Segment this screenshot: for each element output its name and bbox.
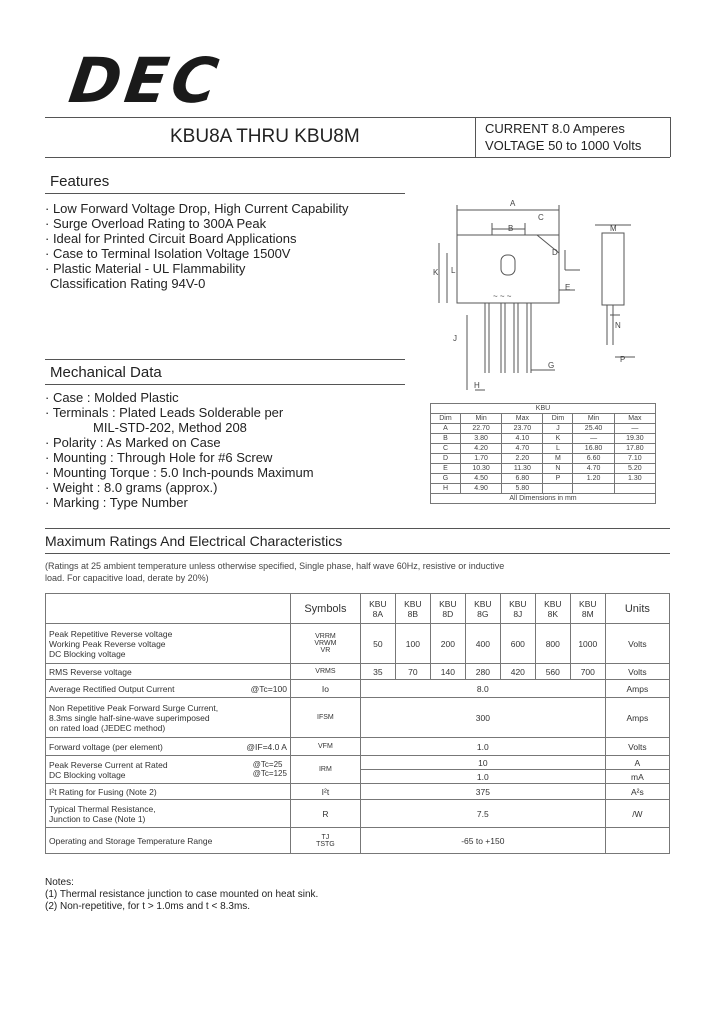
cell: on rated load (JEDEC method) <box>49 722 166 733</box>
dim-label-h: H <box>474 381 480 390</box>
table-row <box>46 698 670 738</box>
cell: 22.70 <box>460 424 501 434</box>
cell: 8M <box>581 608 594 619</box>
cell <box>46 756 291 784</box>
cell: VR <box>320 647 331 654</box>
ratings-top-rule <box>45 528 670 529</box>
dim-label-n: N <box>615 321 621 330</box>
cell: A <box>605 756 669 770</box>
cell <box>46 738 291 756</box>
cell: 16.80 <box>573 444 614 454</box>
part-col-8a <box>360 594 395 624</box>
cell <box>46 594 291 624</box>
cell: C <box>431 444 461 454</box>
dim-label-c: C <box>538 213 544 222</box>
cell: 8A <box>372 608 384 619</box>
cell: I²t Rating for Fusing (Note 2) <box>46 784 291 800</box>
cell: 19.30 <box>614 434 655 444</box>
cell: KBU <box>544 598 562 609</box>
cell <box>46 698 291 738</box>
cell: @Tc=25 <box>252 759 283 769</box>
part-col-8k <box>535 594 570 624</box>
features-rule <box>45 193 405 194</box>
cell: DC Blocking voltage <box>49 648 126 659</box>
cell: Amps <box>605 680 669 698</box>
notes-title: Notes: <box>45 877 74 888</box>
cell: — <box>573 434 614 444</box>
cell: Average Rectified Output Current <box>49 683 175 694</box>
ratings-header-row <box>46 594 670 624</box>
cell: VRRM <box>315 633 336 640</box>
cell: Volts <box>605 738 669 756</box>
cell: 4.20 <box>460 444 501 454</box>
dim-label-m: M <box>610 224 617 233</box>
cell: I²t <box>290 784 360 800</box>
dim-table-footer: All Dimensions in mm <box>431 494 656 504</box>
cell: IRM <box>290 756 360 784</box>
package-outline-drawing <box>425 195 665 400</box>
mechanical-item: · Case : Molded Plastic <box>45 390 179 405</box>
cell <box>46 624 291 664</box>
mechanical-title: Mechanical Data <box>50 364 162 381</box>
dim-row <box>431 444 656 454</box>
cell: 4.70 <box>502 444 543 454</box>
cell: R <box>290 800 360 828</box>
cell: 600 <box>500 624 535 664</box>
cell: L <box>543 444 573 454</box>
cell: 1.20 <box>573 474 614 484</box>
cell: IFSM <box>290 698 360 738</box>
table-row <box>46 828 670 854</box>
cell: 8.0 <box>360 680 605 698</box>
dim-col: Dim <box>431 414 461 424</box>
cell: KBU <box>369 598 387 609</box>
cell: 420 <box>500 664 535 680</box>
cell: 700 <box>570 664 605 680</box>
cell: 800 <box>535 624 570 664</box>
ratings-table <box>45 593 670 854</box>
cell: Typical Thermal Resistance, <box>49 803 156 814</box>
case-marks: ~ ~ ~ <box>493 292 512 301</box>
cell: K <box>543 434 573 444</box>
cell <box>290 828 360 854</box>
cell: 25.40 <box>573 424 614 434</box>
cell: DC Blocking voltage <box>49 769 126 780</box>
cell: TJ <box>321 833 330 841</box>
cell: 400 <box>465 624 500 664</box>
cell: 100 <box>395 624 430 664</box>
cell: 1.0 <box>360 738 605 756</box>
cell: 23.70 <box>502 424 543 434</box>
part-col-8b <box>395 594 430 624</box>
header-top-rule <box>45 117 670 118</box>
cell: 1.30 <box>614 474 655 484</box>
cell: 35 <box>360 664 395 680</box>
cell: A <box>431 424 461 434</box>
cell: 375 <box>360 784 605 800</box>
cell: 10 <box>360 756 605 770</box>
cell: RMS Reverse voltage <box>46 664 291 680</box>
dim-table-header: KBU <box>431 404 656 414</box>
note-1: (1) Thermal resistance junction to case mounted on heat sink. <box>45 889 319 900</box>
cell: Working Peak Reverse voltage <box>49 638 166 649</box>
header-bottom-rule <box>45 157 670 158</box>
cell: B <box>431 434 461 444</box>
cell: 280 <box>465 664 500 680</box>
cell: 1.70 <box>460 454 501 464</box>
cell: Operating and Storage Temperature Range <box>46 828 291 854</box>
cell: 4.50 <box>460 474 501 484</box>
dim-row <box>431 464 656 474</box>
ratings-rule <box>45 553 670 554</box>
part-col-8d <box>430 594 465 624</box>
cell: TSTG <box>316 840 335 848</box>
cell: 1000 <box>570 624 605 664</box>
dim-label-e: E <box>565 283 571 292</box>
ratings-note-2: load. For capacitive load, derate by 20%) <box>45 573 209 583</box>
dim-label-p: P <box>620 355 626 364</box>
cell: Peak Repetitive Reverse voltage <box>49 628 173 639</box>
company-logo: DEC <box>64 44 227 117</box>
dim-label-b: B <box>508 224 514 233</box>
cell: 560 <box>535 664 570 680</box>
cell: 4.90 <box>460 484 501 494</box>
current-rating: CURRENT 8.0 Amperes <box>485 121 625 136</box>
header-divider <box>475 117 476 157</box>
dim-row <box>431 424 656 434</box>
cell: 8.3ms single half-sine-wave superimposed <box>49 712 210 723</box>
dim-label-j: J <box>453 334 457 343</box>
cell: mA <box>605 770 669 784</box>
mechanical-item: · Marking : Type Number <box>45 495 188 510</box>
mechanical-item: · Terminals : Plated Leads Solderable per <box>45 405 284 420</box>
features-title: Features <box>50 173 110 190</box>
cell: KBU <box>474 598 492 609</box>
ratings-note-1: (Ratings at 25 ambient temperature unless otherwise specified, Single phase, half wave 60Hz, resistive or inductive <box>45 561 505 571</box>
cell <box>543 484 573 494</box>
table-row <box>46 738 670 756</box>
ratings-title: Maximum Ratings And Electrical Characteristics <box>45 533 343 549</box>
part-col-8g <box>465 594 500 624</box>
cell: Amps <box>605 698 669 738</box>
part-title: KBU8A THRU KBU8M <box>170 126 360 147</box>
dim-label-g: G <box>548 361 555 370</box>
table-row <box>46 756 670 770</box>
cell: KBU <box>509 598 527 609</box>
table-row <box>46 624 670 664</box>
cell: 10.30 <box>460 464 501 474</box>
cell: 4.70 <box>573 464 614 474</box>
cell: 8J <box>513 608 523 619</box>
feature-item: Classification Rating 94V-0 <box>50 276 206 291</box>
cell: N <box>543 464 573 474</box>
dim-label-k: K <box>433 268 439 277</box>
dim-col: Min <box>460 414 501 424</box>
table-row <box>46 800 670 828</box>
cell: 3.80 <box>460 434 501 444</box>
cell: — <box>614 424 655 434</box>
cell: KBU <box>439 598 457 609</box>
mechanical-rule <box>45 384 405 385</box>
cell: 8D <box>442 608 454 619</box>
cell: @IF=4.0 A <box>246 741 287 752</box>
cell: KBU <box>579 598 597 609</box>
units-header: Units <box>605 594 669 624</box>
cell <box>46 680 291 698</box>
cell: /W <box>605 800 669 828</box>
cell: 7.5 <box>360 800 605 828</box>
cell: Non Repetitive Peak Forward Surge Current, <box>49 702 219 713</box>
feature-item: · Surge Overload Rating to 300A Peak <box>45 216 267 231</box>
table-row <box>46 664 670 680</box>
mechanical-item: · Polarity : As Marked on Case <box>45 435 221 450</box>
header-right-edge <box>670 117 671 157</box>
cell: 6.60 <box>573 454 614 464</box>
cell: Forward voltage (per element) <box>49 741 163 752</box>
dim-col: Max <box>614 414 655 424</box>
cell: G <box>431 474 461 484</box>
dim-row <box>431 484 656 494</box>
cell: 4.10 <box>502 434 543 444</box>
dim-col: Max <box>502 414 543 424</box>
voltage-rating: VOLTAGE 50 to 1000 Volts <box>485 138 642 153</box>
cell: H <box>431 484 461 494</box>
note-2: (2) Non-repetitive, for t > 1.0ms and t < 8.3ms. <box>45 901 251 912</box>
cell: Junction to Case (Note 1) <box>49 813 146 824</box>
cell: 1.0 <box>360 770 605 784</box>
mechanical-item: · Weight : 8.0 grams (approx.) <box>45 480 218 495</box>
part-col-8m <box>570 594 605 624</box>
cell: 7.10 <box>614 454 655 464</box>
cell: E <box>431 464 461 474</box>
dim-label-d: D <box>552 248 558 257</box>
cell <box>573 484 614 494</box>
cell <box>614 484 655 494</box>
cell: KBU <box>404 598 422 609</box>
cell: P <box>543 474 573 484</box>
cell: 8G <box>477 608 489 619</box>
cell: 200 <box>430 624 465 664</box>
part-col-8j <box>500 594 535 624</box>
feature-item: · Ideal for Printed Circuit Board Applications <box>45 231 297 246</box>
cell: 8B <box>407 608 419 619</box>
cell: Io <box>290 680 360 698</box>
cell: VFM <box>290 738 360 756</box>
mechanical-top-rule <box>45 359 405 360</box>
dim-label-a: A <box>510 199 516 208</box>
cell: 8K <box>547 608 558 619</box>
dim-label-l: L <box>451 266 456 275</box>
table-row <box>46 680 670 698</box>
dim-col: Min <box>573 414 614 424</box>
cell: 300 <box>360 698 605 738</box>
cell: -65 to +150 <box>360 828 605 854</box>
cell: M <box>543 454 573 464</box>
mechanical-list <box>45 390 314 510</box>
cell: @Tc=125 <box>252 768 287 778</box>
cell: 5.20 <box>614 464 655 474</box>
features-list <box>45 201 348 291</box>
cell <box>605 828 669 854</box>
table-row <box>46 784 670 800</box>
cell: Peak Reverse Current at Rated <box>49 759 168 770</box>
cell <box>253 760 287 778</box>
feature-item: · Low Forward Voltage Drop, High Current Capability <box>45 201 349 216</box>
cell: 5.80 <box>502 484 543 494</box>
feature-item: · Plastic Material - UL Flammability <box>45 261 246 276</box>
cell: 70 <box>395 664 430 680</box>
dim-row <box>431 434 656 444</box>
cell: VRMS <box>290 664 360 680</box>
mechanical-item: MIL-STD-202, Method 208 <box>93 420 247 435</box>
mechanical-item: · Mounting : Through Hole for #6 Screw <box>45 450 273 465</box>
cell <box>290 624 360 664</box>
cell: 2.20 <box>502 454 543 464</box>
mechanical-item: · Mounting Torque : 5.0 Inch-pounds Maximum <box>45 465 314 480</box>
notes-block <box>45 877 318 913</box>
cell: 140 <box>430 664 465 680</box>
cell: Volts <box>605 624 669 664</box>
cell: D <box>431 454 461 464</box>
dim-col: Dim <box>543 414 573 424</box>
cell: 50 <box>360 624 395 664</box>
dimensions-table <box>430 403 656 504</box>
dim-row <box>431 474 656 484</box>
cell: 6.80 <box>502 474 543 484</box>
feature-item: · Case to Terminal Isolation Voltage 1500V <box>45 246 291 261</box>
symbols-header: Symbols <box>290 594 360 624</box>
cell: VRWM <box>314 640 337 647</box>
cell: J <box>543 424 573 434</box>
cell <box>46 800 291 828</box>
cell: Volts <box>605 664 669 680</box>
cell: @Tc=100 <box>250 683 287 694</box>
cell: 17.80 <box>614 444 655 454</box>
cell: A²s <box>605 784 669 800</box>
dim-row <box>431 454 656 464</box>
cell: 11.30 <box>502 464 543 474</box>
